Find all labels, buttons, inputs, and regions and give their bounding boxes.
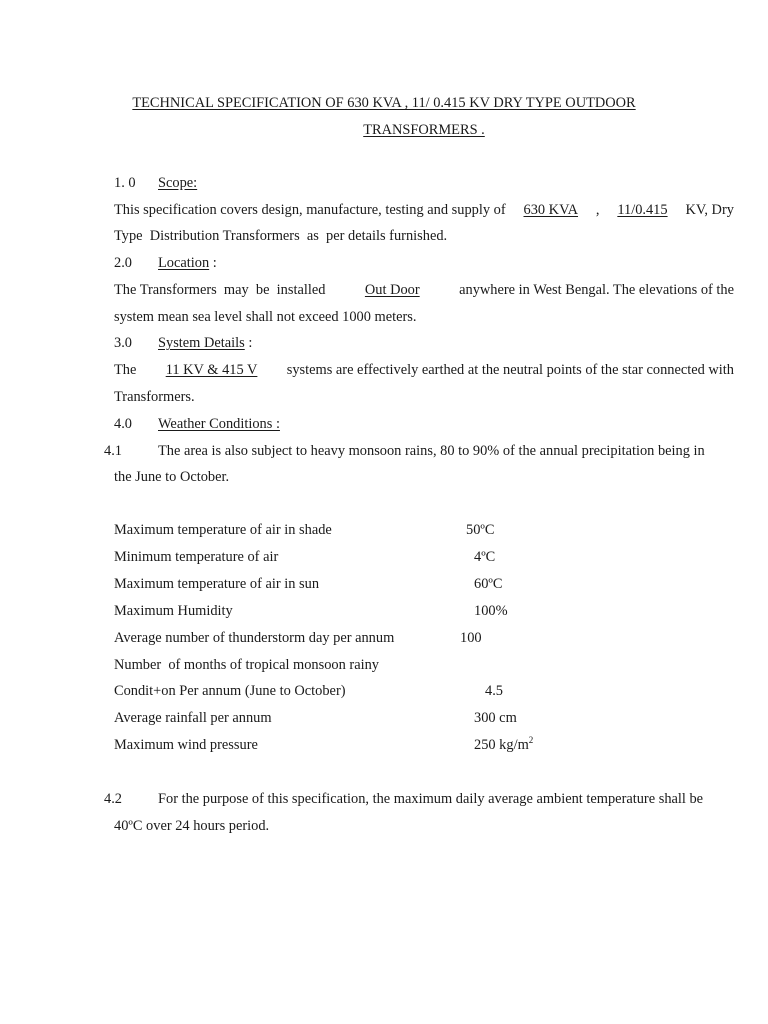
paragraph-text: anywhere in West Bengal. The elevations of the [459, 282, 734, 298]
condition-label: Average rainfall per annum [114, 710, 272, 726]
condition-value: 50ºC [466, 522, 495, 538]
condition-value: 100 [460, 630, 482, 646]
heading-colon: : [212, 255, 217, 271]
subsection-number: 4.1 [104, 443, 122, 459]
condition-value: 4.5 [485, 683, 503, 699]
section-heading-text: System Details [158, 335, 245, 351]
paragraph-text: KV, Dry [685, 202, 734, 218]
paragraph-line [114, 363, 734, 377]
paragraph-line: 40ºC over 24 hours period. [114, 818, 270, 834]
section-number: 1. 0 [114, 175, 136, 191]
section-heading-location [158, 256, 217, 270]
condition-value: 60ºC [474, 576, 503, 592]
location-outdoor: Out Door [364, 282, 420, 298]
paragraph-text: The Transformers may be installed [114, 282, 326, 298]
rating-kv: 11/0.415 [617, 202, 668, 218]
condition-value: 300 cm [474, 710, 517, 726]
condition-label: Number of months of tropical monsoon rainy [114, 657, 379, 673]
condition-label: Maximum wind pressure [114, 737, 258, 753]
paragraph-text: This specification covers design, manufacture, testing and supply of [114, 202, 506, 218]
paragraph-text: The [114, 362, 137, 378]
section-number: 3.0 [114, 335, 132, 351]
heading-colon: : [248, 335, 253, 351]
system-voltages: 11 KV & 415 V [165, 362, 258, 378]
document-title-line-2: TRANSFORMERS . [363, 122, 485, 138]
paragraph-line [114, 203, 734, 217]
section-number: 2.0 [114, 255, 132, 271]
condition-label: Maximum temperature of air in sun [114, 576, 320, 592]
condition-label: Average number of thunderstorm day per annum [114, 630, 395, 646]
condition-label: Maximum Humidity [114, 603, 233, 619]
condition-label: Maximum temperature of air in shade [114, 522, 332, 538]
condition-value: 4ºC [474, 549, 496, 565]
superscript: 2 [528, 735, 534, 745]
paragraph-line: Transformers. [114, 389, 195, 405]
section-heading-scope: Scope: [158, 175, 198, 191]
paragraph-line: For the purpose of this specification, the maximum daily average ambient temperature shall be [158, 791, 704, 807]
subsection-number: 4.2 [104, 791, 122, 807]
paragraph-line: Type Distribution Transformers as per details furnished. [114, 228, 448, 244]
paragraph-line [114, 283, 734, 297]
condition-label: Minimum temperature of air [114, 549, 279, 565]
section-heading-system-details [158, 336, 252, 350]
rating-kva: 630 KVA [523, 202, 579, 218]
section-heading-text: Location [158, 255, 210, 271]
paragraph-text: systems are effectively earthed at the neutral points of the star connected with [286, 362, 734, 378]
condition-value: 100% [474, 603, 508, 619]
condition-value-text: 250 kg/m [474, 737, 529, 753]
paragraph-line: system mean sea level shall not exceed 1000 meters. [114, 309, 417, 325]
paragraph-line: the June to October. [114, 469, 230, 485]
paragraph-text: , [595, 202, 600, 218]
document-title-line-1: TECHNICAL SPECIFICATION OF 630 KVA , 11/ 0.415 KV DRY TYPE OUTDOOR [132, 95, 636, 111]
section-heading-weather: Weather Conditions : [158, 416, 280, 432]
condition-label: Condit+on Per annum (June to October) [114, 683, 346, 699]
condition-value [474, 735, 534, 753]
paragraph-line: The area is also subject to heavy monsoon rains, 80 to 90% of the annual precipitation being in [158, 443, 705, 459]
section-number: 4.0 [114, 416, 132, 432]
